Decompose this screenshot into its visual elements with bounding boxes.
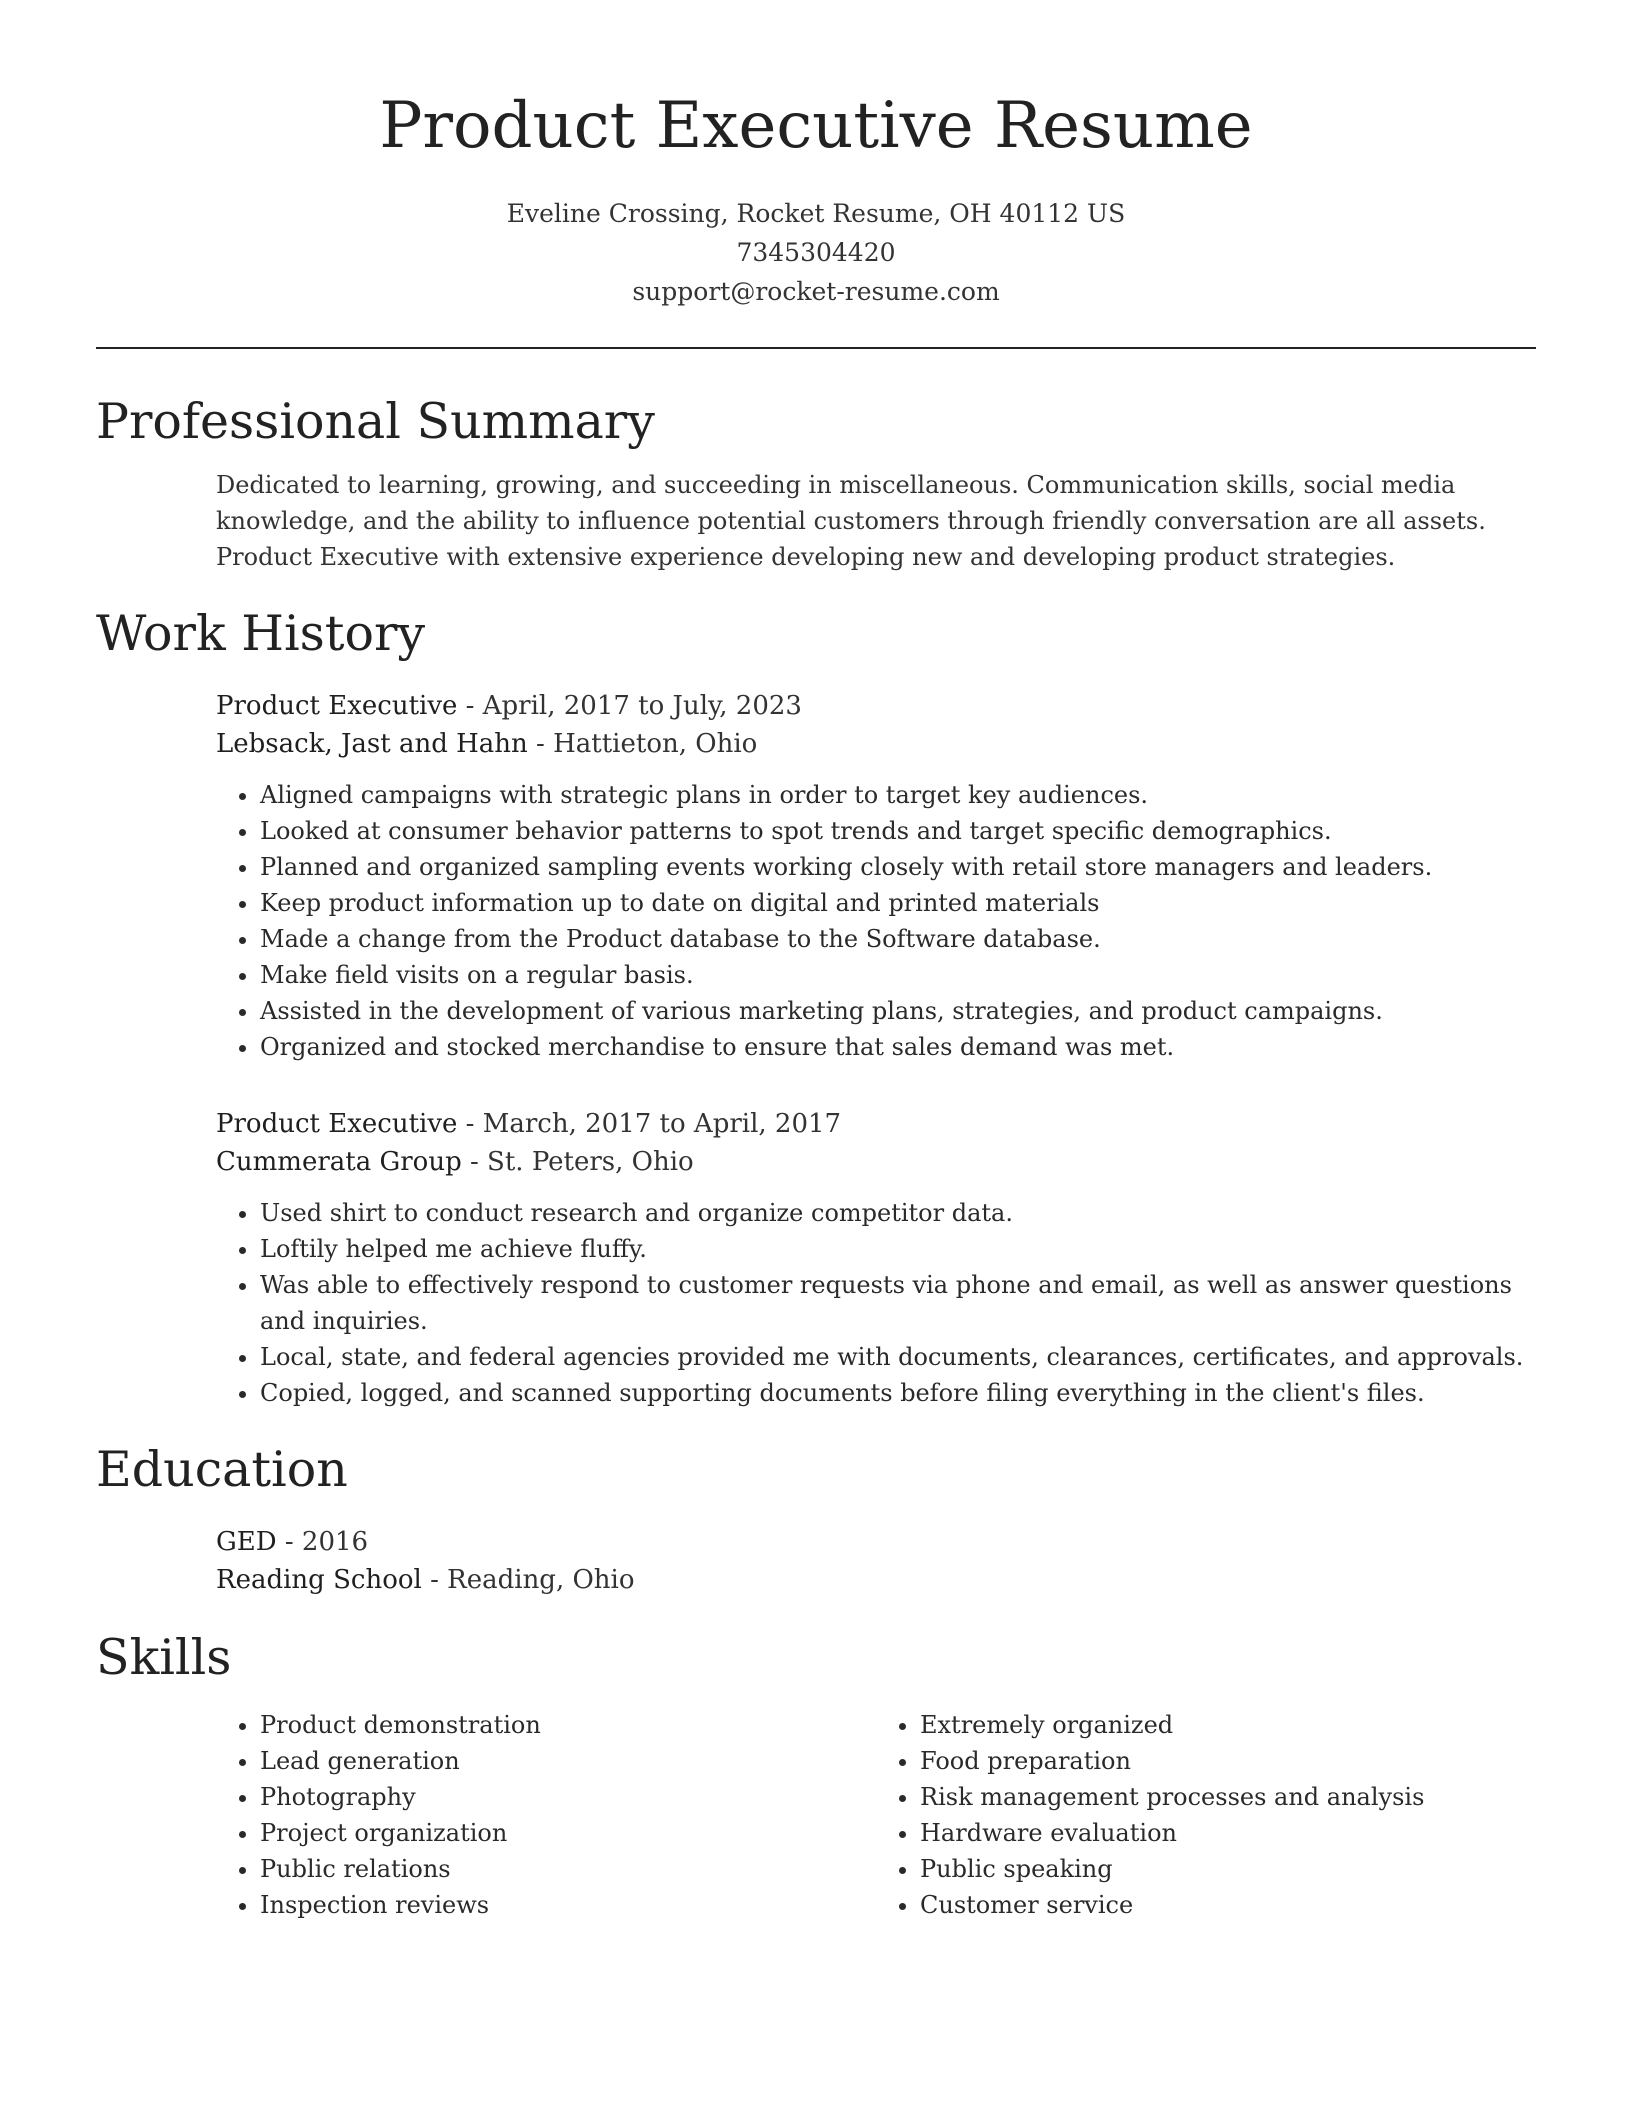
skills-section [96, 1625, 1536, 1923]
list-item: • Photography [260, 1779, 876, 1815]
list-item: • Keep product information up to date on digital and printed materials [260, 885, 1536, 921]
job-entry [216, 687, 1536, 1065]
job-location: - Hattieton, Ohio [527, 729, 758, 759]
list-item: • Looked at consumer behavior patterns to spot trends and target specific demographics. [260, 813, 1536, 849]
list-item: • Public speaking [920, 1851, 1536, 1887]
job-role: Product Executive [216, 1109, 458, 1139]
header-divider [96, 347, 1536, 349]
job-company-line [216, 725, 1536, 763]
education-year: - 2016 [276, 1527, 369, 1557]
list-item: • Local, state, and federal agencies provided me with documents, clearances, certificates, and approvals. [260, 1339, 1536, 1375]
list-item: • Public relations [260, 1851, 876, 1887]
resume-header [96, 0, 1536, 311]
education-heading: Education [96, 1441, 348, 1498]
list-item: • Make field visits on a regular basis. [260, 957, 1536, 993]
list-item: • Organized and stocked merchandise to ensure that sales demand was met. [260, 1029, 1536, 1065]
contact-phone: 7345304420 [736, 238, 896, 267]
job-location: - St. Peters, Ohio [461, 1147, 694, 1177]
list-item: • Copied, logged, and scanned supporting documents before filing everything in the client's files. [260, 1375, 1536, 1411]
skills-list-right [876, 1707, 1536, 1923]
job-title-line [216, 1105, 1536, 1143]
resume-title: Product Executive Resume [379, 89, 1253, 163]
job-company-line [216, 1143, 1536, 1181]
list-item: • Food preparation [920, 1743, 1536, 1779]
list-item: • Inspection reviews [260, 1887, 876, 1923]
summary-text: Dedicated to learning, growing, and succeeding in miscellaneous. Communication skills, social media knowledge, and the ability to influence potential customers through friendly conversation are all assets. Product Executive with extensive experience developing new and developing product strategies. [216, 471, 1486, 571]
list-item: • Aligned campaigns with strategic plans in order to target key audiences. [260, 777, 1536, 813]
list-item: • Used shirt to conduct research and organize competitor data. [260, 1195, 1536, 1231]
education-section [96, 1437, 1536, 1599]
education-location: - Reading, Ohio [421, 1565, 635, 1595]
summary-heading: Professional Summary [96, 393, 655, 450]
job-entry [216, 1105, 1536, 1411]
list-item: • Product demonstration [260, 1707, 876, 1743]
education-degree: GED [216, 1527, 277, 1557]
list-item: • Was able to effectively respond to customer requests via phone and email, as well as answer questions and inquiries. [260, 1267, 1536, 1339]
list-item: • Assisted in the development of various marketing plans, strategies, and product campaigns. [260, 993, 1536, 1029]
list-item: • Planned and organized sampling events working closely with retail store managers and leaders. [260, 849, 1536, 885]
job-dates: - April, 2017 to July, 2023 [457, 691, 802, 721]
education-school-line [216, 1561, 1536, 1599]
list-item: • Hardware evaluation [920, 1815, 1536, 1851]
work-history-heading: Work History [96, 605, 426, 662]
job-duties-list [216, 777, 1536, 1065]
list-item: • Project organization [260, 1815, 876, 1851]
work-history-section [96, 601, 1536, 1411]
education-school: Reading School [216, 1565, 422, 1595]
education-degree-line [216, 1523, 1536, 1561]
contact-address: Eveline Crossing, Rocket Resume, OH 40112 US [506, 199, 1126, 228]
job-duties-list [216, 1195, 1536, 1411]
list-item: • Lead generation [260, 1743, 876, 1779]
summary-section [96, 389, 1536, 575]
list-item: • Customer service [920, 1887, 1536, 1923]
skills-list-left [216, 1707, 876, 1923]
job-company: Cummerata Group [216, 1147, 462, 1177]
education-entry [216, 1523, 1536, 1599]
job-dates: - March, 2017 to April, 2017 [457, 1109, 842, 1139]
contact-info [96, 194, 1536, 311]
skills-heading: Skills [96, 1629, 232, 1686]
job-title-line [216, 687, 1536, 725]
list-item: • Risk management processes and analysis [920, 1779, 1536, 1815]
contact-email: support@rocket-resume.com [632, 277, 1000, 306]
job-company: Lebsack, Jast and Hahn [216, 729, 528, 759]
list-item: • Loftily helped me achieve fluffy. [260, 1231, 1536, 1267]
list-item: • Extremely organized [920, 1707, 1536, 1743]
list-item: • Made a change from the Product database to the Software database. [260, 921, 1536, 957]
job-role: Product Executive [216, 691, 458, 721]
skills-grid [216, 1707, 1536, 1923]
